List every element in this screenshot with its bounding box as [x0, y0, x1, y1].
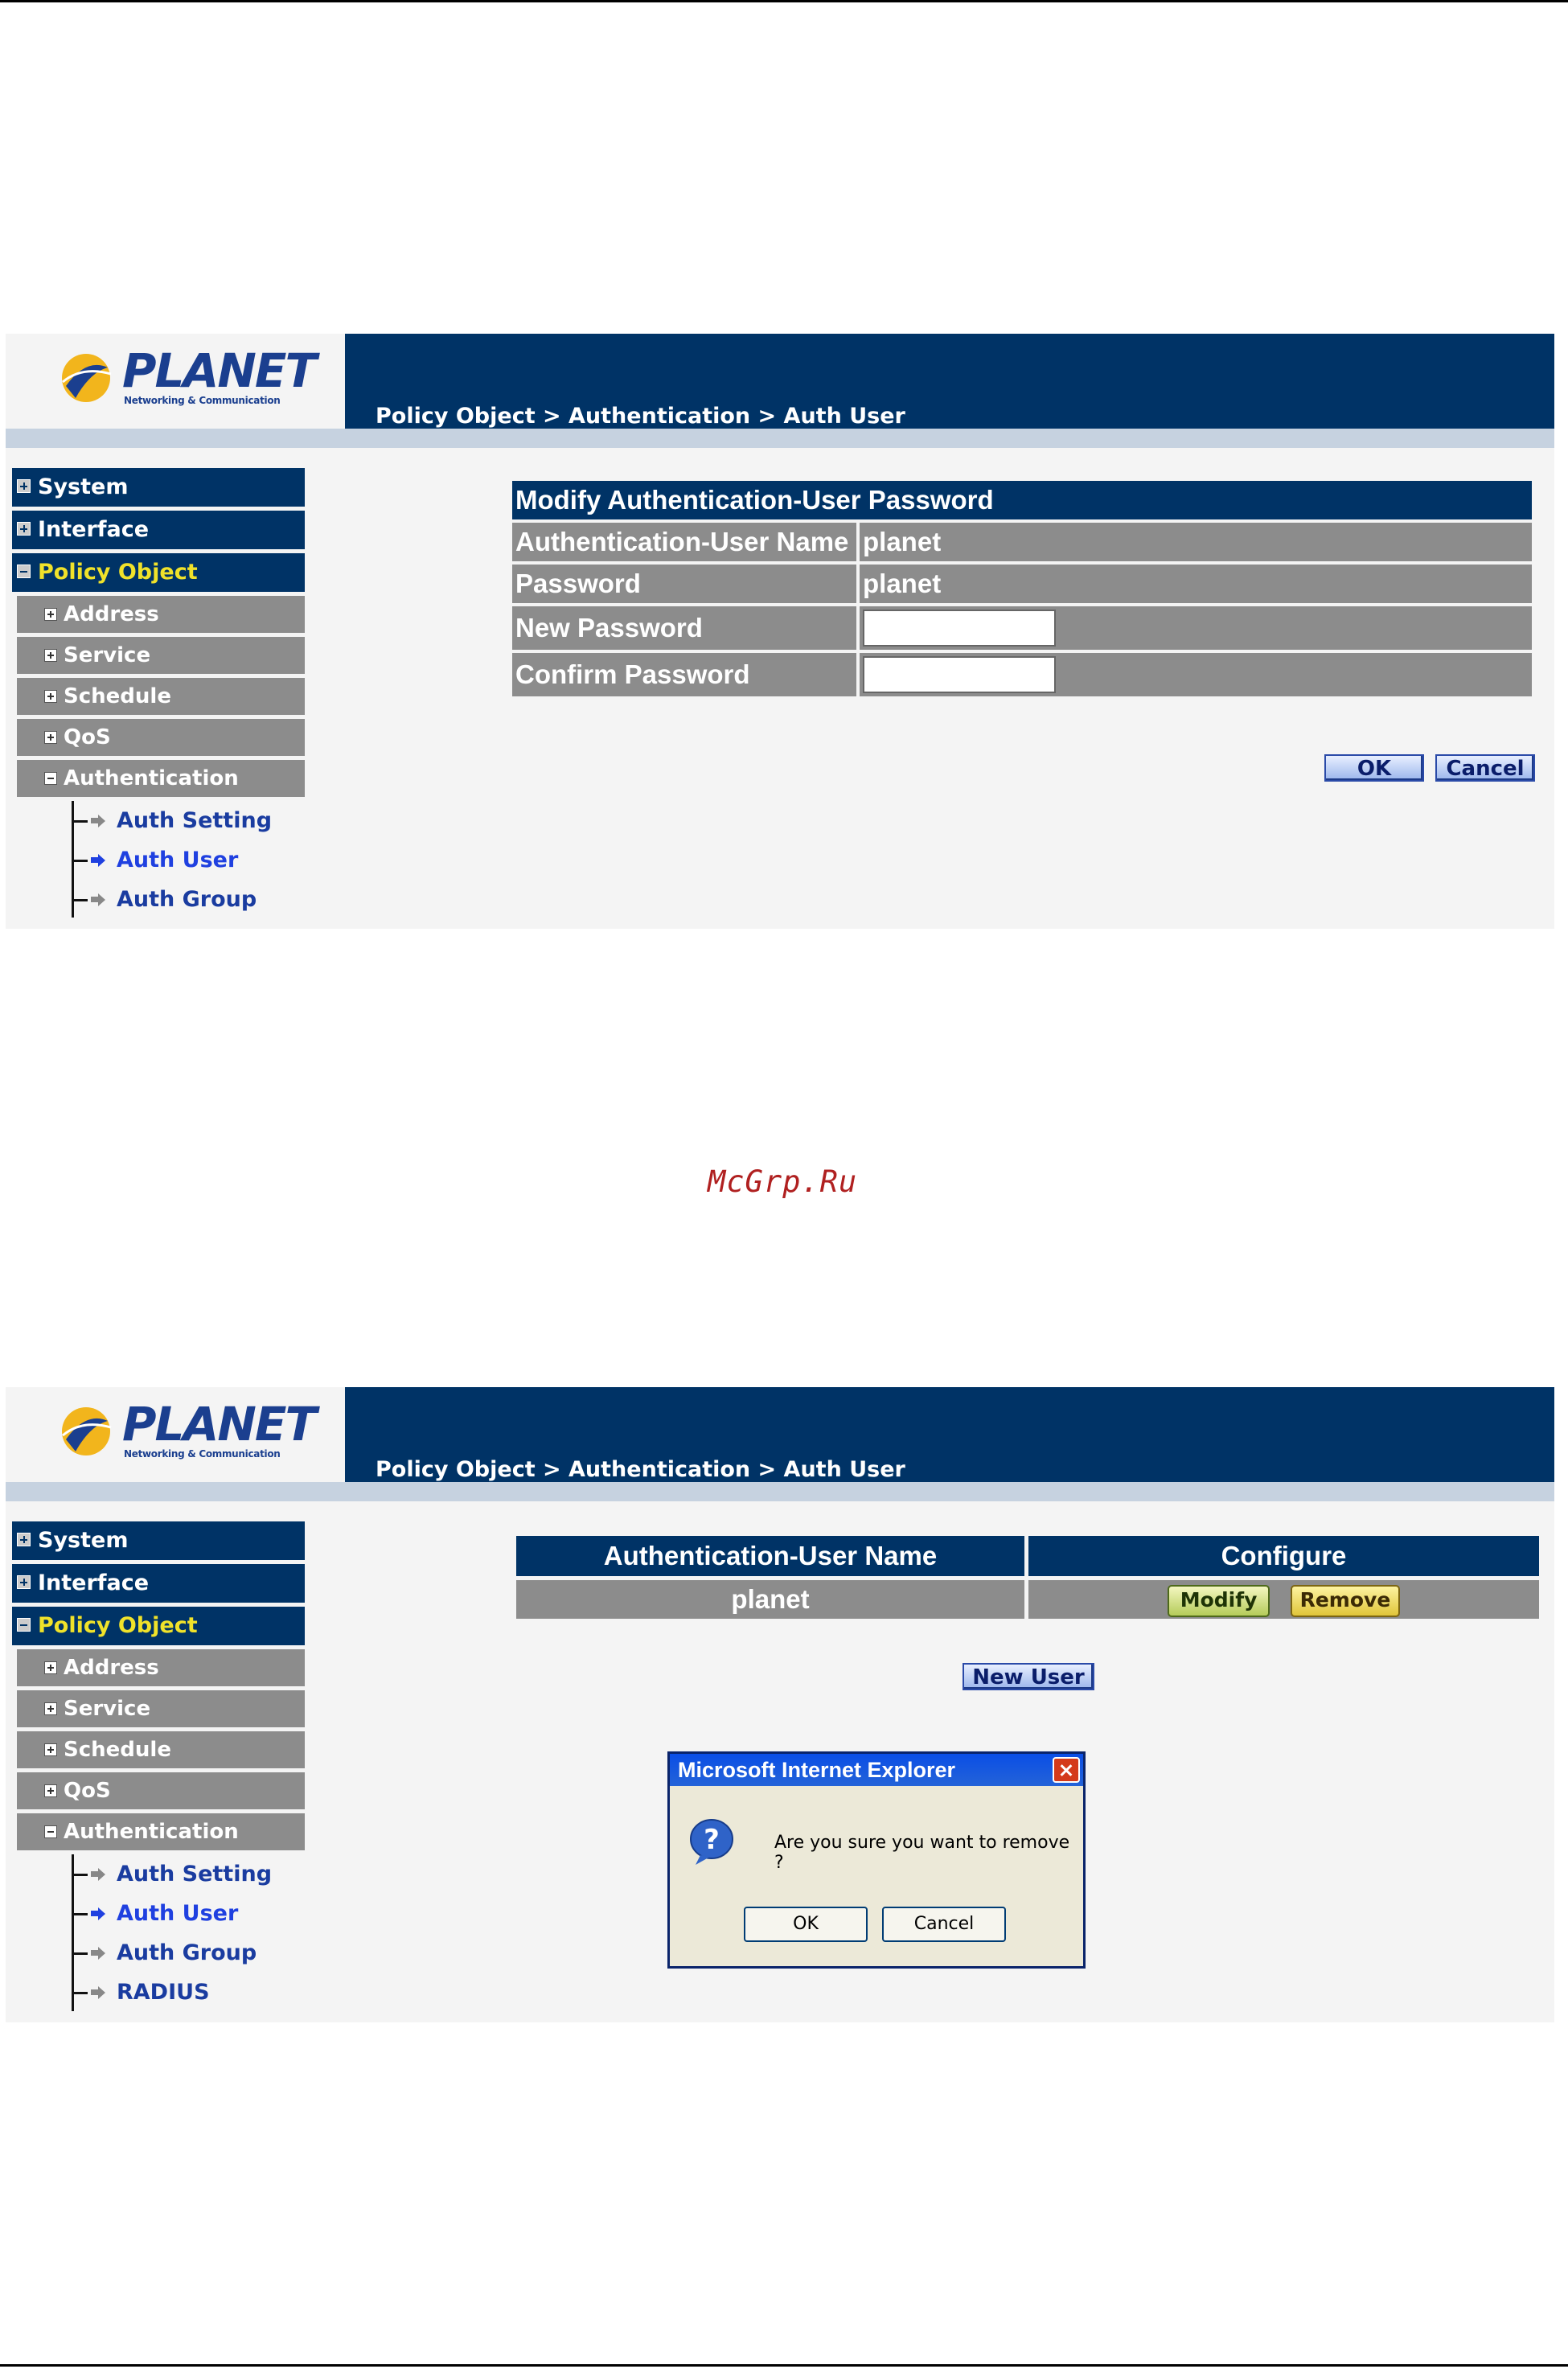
- confirm-dialog: [667, 1751, 1086, 1969]
- tree-item-auth-group[interactable]: [17, 880, 305, 919]
- brand-tagline: Networking & Communication: [124, 395, 281, 406]
- cell-user-name: planet: [516, 1580, 1024, 1619]
- confirm-password-input[interactable]: [863, 656, 1056, 693]
- menu-system-label: System: [38, 474, 129, 499]
- expand-icon: [44, 649, 57, 662]
- planet-logo: [58, 342, 316, 414]
- tree-item-label: RADIUS: [117, 1980, 210, 2005]
- menu-interface-label: Interface: [38, 517, 150, 542]
- brand-name: PLANET: [122, 1397, 316, 1451]
- tree-tick: [73, 1874, 88, 1876]
- cell-configure: [1028, 1580, 1539, 1619]
- auth-tree: [17, 1854, 305, 2012]
- tree-item-label: Auth Group: [117, 1940, 257, 1965]
- expand-icon: [44, 608, 57, 621]
- tree-item-label: Auth Setting: [117, 808, 273, 833]
- menu-policy-object[interactable]: [12, 553, 305, 592]
- submenu-schedule-label: Schedule: [64, 684, 171, 708]
- submenu-service-label: Service: [64, 643, 151, 667]
- expand-icon: [44, 731, 57, 744]
- menu-system-label: System: [38, 1528, 129, 1553]
- submenu-address[interactable]: [17, 1649, 305, 1686]
- new-user-button[interactable]: New User: [963, 1663, 1094, 1690]
- tree-item-auth-setting[interactable]: [17, 1854, 305, 1894]
- submenu-schedule[interactable]: [17, 678, 305, 715]
- modify-button[interactable]: Modify: [1168, 1585, 1270, 1617]
- confirm-password-cell: [860, 653, 1532, 696]
- planet-globe-icon: [58, 350, 114, 406]
- submenu-service[interactable]: [17, 1690, 305, 1727]
- dialog-message: Are you sure you want to remove ?: [774, 1833, 1070, 1873]
- page-top-rule: [0, 0, 1568, 2]
- menu-policy-object-label: Policy Object: [38, 1613, 198, 1638]
- submenu-authentication[interactable]: [17, 760, 305, 797]
- collapse-icon: [44, 772, 57, 785]
- brand-name: PLANET: [122, 343, 316, 398]
- tree-tick: [73, 1992, 88, 1994]
- menu-interface[interactable]: [12, 1564, 305, 1603]
- expand-icon: [17, 1575, 31, 1589]
- ok-button[interactable]: OK: [1324, 754, 1424, 782]
- submenu-authentication-label: Authentication: [64, 1820, 239, 1844]
- page-bottom-rule: [0, 2364, 1568, 2367]
- tree-item-label: Auth Group: [117, 887, 257, 912]
- expand-icon: [44, 1743, 57, 1756]
- submenu-authentication-label: Authentication: [64, 766, 239, 790]
- planet-globe-icon: [58, 1403, 114, 1460]
- menu-system[interactable]: [12, 1521, 305, 1560]
- expand-icon: [44, 1784, 57, 1797]
- auth-user-table: [512, 1532, 1543, 1623]
- question-icon: [688, 1817, 737, 1866]
- submenu-qos[interactable]: [17, 719, 305, 756]
- col-header-configure: Configure: [1028, 1536, 1539, 1576]
- close-icon[interactable]: [1053, 1757, 1080, 1783]
- submenu-qos[interactable]: [17, 1772, 305, 1809]
- tree-item-auth-user[interactable]: [17, 1894, 305, 1933]
- submenu-qos-label: QoS: [64, 1779, 111, 1803]
- password-label: Password: [512, 565, 856, 603]
- tree-tick: [73, 820, 88, 823]
- new-password-cell: [860, 606, 1532, 650]
- tree-item-auth-setting[interactable]: [17, 801, 305, 840]
- submenu-schedule-label: Schedule: [64, 1738, 171, 1762]
- sidebar-menu: [12, 1521, 305, 2012]
- header-underline-band: [6, 429, 1554, 448]
- tree-tick: [73, 899, 88, 901]
- form-title: Modify Authentication-User Password: [512, 481, 1532, 519]
- screenshot-remove-user: [6, 1387, 1554, 2022]
- expand-icon: [17, 1533, 31, 1546]
- dialog-cancel-button[interactable]: Cancel: [882, 1907, 1006, 1942]
- submenu-qos-label: QoS: [64, 725, 111, 749]
- collapse-icon: [44, 1825, 57, 1838]
- col-header-user-name: Authentication-User Name: [516, 1536, 1024, 1576]
- expand-icon: [44, 1702, 57, 1715]
- brand-tagline: Networking & Communication: [124, 1448, 281, 1460]
- new-password-label: New Password: [512, 606, 856, 650]
- top-banner: [345, 334, 1554, 430]
- watermark-text: McGrp.Ru: [708, 1164, 858, 1199]
- menu-interface[interactable]: [12, 511, 305, 549]
- tree-tick: [73, 1913, 88, 1915]
- tree-item-label: Auth User: [117, 1901, 239, 1926]
- expand-icon: [17, 522, 31, 536]
- header-underline-band: [6, 1482, 1554, 1501]
- submenu-address-label: Address: [64, 602, 159, 626]
- cancel-button[interactable]: Cancel: [1435, 754, 1535, 782]
- collapse-icon: [17, 1618, 31, 1632]
- submenu-authentication[interactable]: [17, 1813, 305, 1850]
- submenu-address[interactable]: [17, 596, 305, 633]
- expand-icon: [44, 690, 57, 703]
- svg-text:?: ?: [704, 1824, 720, 1856]
- auth-tree: [17, 801, 305, 919]
- confirm-password-label: Confirm Password: [512, 653, 856, 696]
- screenshot-modify-password: [6, 334, 1554, 929]
- top-banner: [345, 1387, 1554, 1484]
- collapse-icon: [17, 565, 31, 578]
- tree-item-auth-user[interactable]: [17, 840, 305, 880]
- menu-system[interactable]: [12, 468, 305, 507]
- expand-icon: [44, 1661, 57, 1674]
- tree-tick: [73, 1952, 88, 1955]
- breadcrumb: Policy Object > Authentication > Auth User: [376, 404, 905, 429]
- user-name-label: Authentication-User Name: [512, 523, 856, 561]
- menu-policy-object-label: Policy Object: [38, 560, 198, 585]
- menu-interface-label: Interface: [38, 1570, 150, 1595]
- tree-tick: [73, 860, 88, 862]
- modify-password-form: [509, 478, 1535, 700]
- dialog-ok-button[interactable]: OK: [744, 1907, 868, 1942]
- tree-item-label: Auth User: [117, 848, 239, 872]
- sidebar-menu: [12, 468, 305, 919]
- password-value: planet: [860, 565, 1532, 603]
- planet-logo: [58, 1395, 316, 1468]
- breadcrumb: Policy Object > Authentication > Auth User: [376, 1457, 905, 1482]
- submenu-service-label: Service: [64, 1697, 151, 1721]
- tree-item-auth-group[interactable]: [17, 1933, 305, 1973]
- submenu-address-label: Address: [64, 1656, 159, 1680]
- tree-item-radius[interactable]: [17, 1973, 305, 2012]
- menu-policy-object[interactable]: [12, 1607, 305, 1645]
- new-password-input[interactable]: [863, 610, 1056, 647]
- submenu-schedule[interactable]: [17, 1731, 305, 1768]
- dialog-title: Microsoft Internet Explorer: [670, 1754, 1083, 1786]
- submenu-service[interactable]: [17, 637, 305, 674]
- tree-item-label: Auth Setting: [117, 1862, 273, 1887]
- expand-icon: [17, 479, 31, 493]
- user-name-value: planet: [860, 523, 1532, 561]
- remove-button[interactable]: Remove: [1291, 1585, 1401, 1617]
